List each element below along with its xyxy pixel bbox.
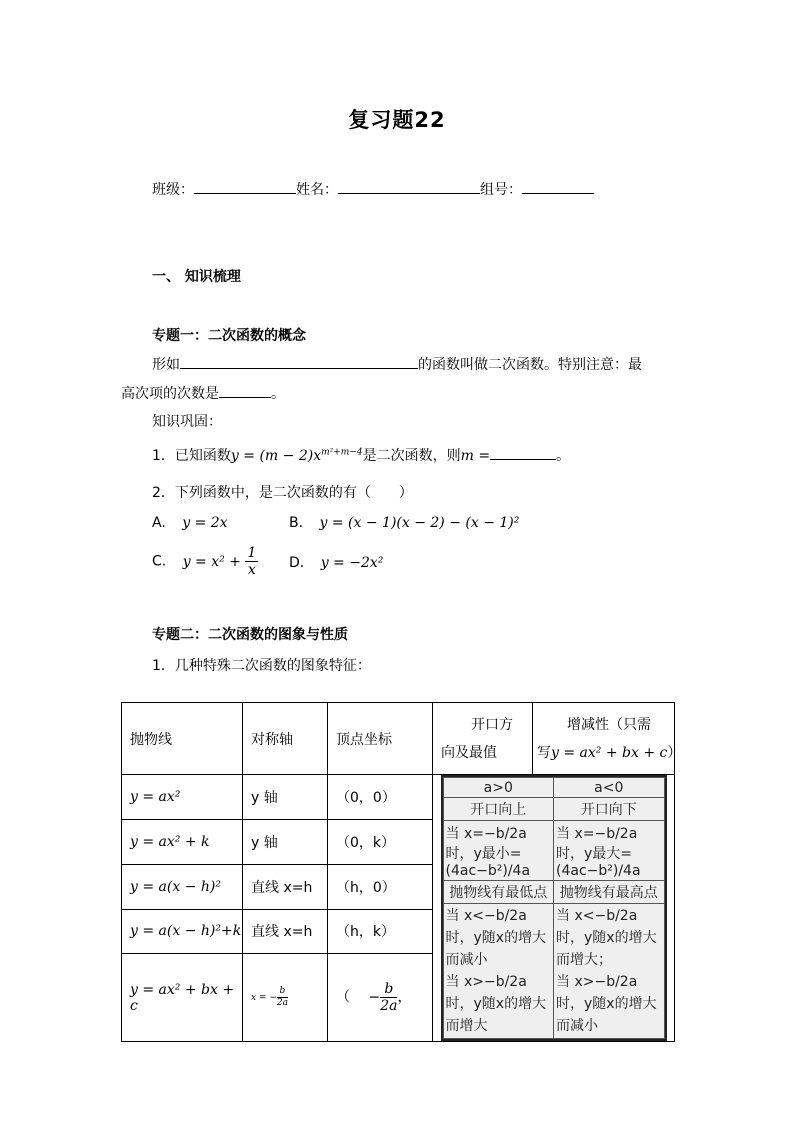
sub-open-up: 开口向上	[443, 798, 554, 821]
row5-axis: x = − $\frac{b}{2a}$	[243, 954, 328, 1042]
q1-prefix: 1．已知函数	[152, 448, 231, 464]
header-parabola: 抛物线	[122, 703, 243, 775]
text-period: 。	[271, 386, 285, 402]
header-vertex: 顶点坐标	[328, 703, 433, 775]
option-d-label: D.	[289, 555, 305, 571]
topic1-line1	[152, 354, 642, 374]
topic1-heading: 专题一：二次函数的概念	[152, 328, 306, 344]
row4-parabola: y = a(x − h)²+k	[122, 909, 243, 954]
row2-axis: y 轴	[243, 819, 328, 864]
consolidate-label: 知识巩固：	[152, 414, 222, 430]
sub-a-negative-monotonic: 当 x<−b/2a 时，y随x的增大而增大； 当 x>−b/2a 时，y随x的增大而减小	[554, 904, 665, 1039]
properties-image-cell	[433, 775, 675, 1042]
row1-axis: y 轴	[243, 775, 328, 820]
sub-high-point: 抛物线有最高点	[554, 881, 665, 904]
option-c-fraction: $\frac{1}{x}$	[247, 545, 257, 578]
option-b-formula: y = (x − 1)(x − 2) − (x − 1)²	[319, 515, 520, 531]
sub-a-positive: a>0	[443, 778, 554, 798]
row1-vertex: （0，0）	[328, 775, 433, 820]
question-1	[152, 445, 570, 465]
option-d-formula: y = −2x²	[320, 555, 384, 571]
option-c	[152, 546, 258, 577]
sub-a-positive-monotonic: 当 x<−b/2a 时，y随x的增大而减小 当 x>−b/2a 时，y随x的增大而增大	[443, 904, 554, 1039]
row4-vertex: （h，k）	[328, 909, 433, 954]
row3-axis: 直线 x=h	[243, 864, 328, 909]
section-heading-knowledge: 一、 知识梳理	[152, 269, 241, 285]
degree-blank[interactable]	[219, 383, 271, 398]
properties-subtable	[443, 777, 665, 1039]
class-blank[interactable]	[194, 179, 296, 194]
text-definition-tail: 的函数叫做二次函数。特别注意：最	[418, 357, 642, 373]
q1-end: 。	[556, 448, 571, 464]
name-label: 姓名：	[296, 182, 338, 198]
header-opening: 开口方 向及最值	[433, 703, 533, 775]
option-c-label: C.	[152, 553, 167, 570]
option-a-formula: y = 2x	[182, 515, 228, 531]
topic2-heading: 专题二：二次函数的图象与性质	[152, 627, 348, 643]
group-label: 组号：	[480, 182, 522, 198]
text-xingru: 形如	[152, 357, 180, 373]
class-label: 班级：	[152, 182, 194, 198]
student-info-line	[152, 179, 594, 199]
text-highest-degree: 高次项的次数是	[121, 386, 219, 402]
row5-vertex: （ − $\frac{b}{2a}$ ，	[328, 954, 433, 1042]
row2-vertex: （0，k）	[328, 819, 433, 864]
q1-function: y = (m − 2)x	[230, 448, 322, 464]
sub-max-value: 当 x=−b/2a 时，y最大= (4ac−b²)/4a	[554, 821, 665, 881]
sub-a-negative: a<0	[554, 778, 665, 798]
q1-m: m =	[460, 448, 491, 464]
option-a-label: A.	[152, 515, 166, 531]
sub-open-down: 开口向下	[554, 798, 665, 821]
name-blank[interactable]	[338, 179, 480, 194]
group-blank[interactable]	[522, 179, 594, 194]
q1-mid: 是二次函数，则	[362, 448, 461, 464]
question-2: 2．下列函数中，是二次函数的有（ ）	[152, 485, 413, 501]
page-title: 复习题22	[348, 108, 446, 132]
definition-blank[interactable]	[180, 354, 418, 369]
sub-low-point: 抛物线有最低点	[443, 881, 554, 904]
q1-answer-blank[interactable]	[490, 445, 556, 460]
parabola-properties-table	[121, 702, 682, 1042]
sub-min-value: 当 x=−b/2a 时，y最小= (4ac−b²)/4a	[443, 821, 554, 881]
option-c-formula: y = x² +	[182, 553, 241, 570]
option-a	[152, 515, 228, 531]
row3-vertex: （h，0）	[328, 864, 433, 909]
row3-parabola: y = a(x − h)²	[122, 864, 243, 909]
q1-exponent: m²+m−4	[321, 447, 363, 458]
row1-parabola: y = ax²	[122, 775, 243, 820]
option-d	[289, 555, 383, 571]
topic1-line2	[121, 383, 285, 403]
row5-parabola: y = ax² + bx + c	[122, 954, 243, 1042]
row2-parabola: y = ax² + k	[122, 819, 243, 864]
option-b-label: B.	[289, 515, 304, 531]
option-b	[289, 515, 519, 531]
row4-axis: 直线 x=h	[243, 909, 328, 954]
header-axis: 对称轴	[243, 703, 328, 775]
topic2-item1: 1．几种特殊二次函数的图象特征：	[152, 658, 371, 674]
properties-figure	[441, 775, 667, 1041]
header-monotonicity: 增减性（只需 写y = ax² + bx + c）	[533, 703, 675, 775]
